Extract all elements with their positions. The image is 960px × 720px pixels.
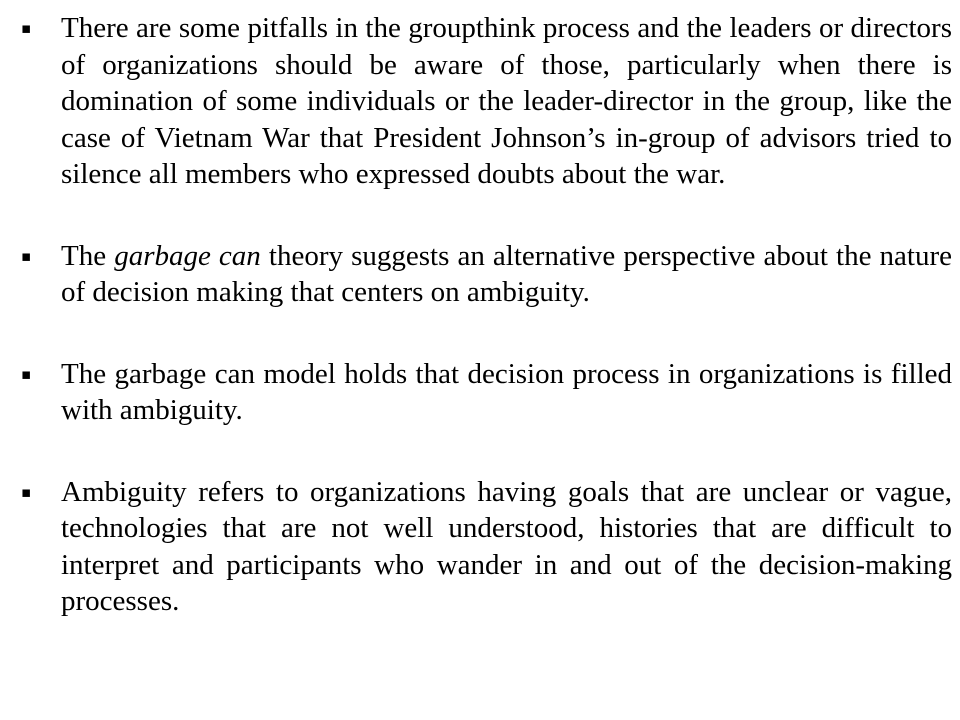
bullet-text: There are some pitfalls in the groupthink process and the leaders or directors of organizations should be aware of those, particularly when there is domination of some individuals or the leader-director in the group, like the case of Vietnam War that President Johnson’s in-group of advisors tried to silence all members who expressed doubts about the war.	[61, 12, 952, 190]
bullet-item-ambiguity-definition	[0, 474, 960, 620]
bullet-list	[0, 10, 960, 620]
square-bullet-icon: ▪	[21, 482, 32, 501]
bullet-text: The garbage can model holds that decision process in organizations is filled with ambiguity.	[61, 357, 952, 426]
bullet-item-groupthink-pitfalls	[0, 10, 960, 193]
bullet-text-before: The	[61, 239, 115, 272]
bullet-item-garbage-can-theory	[0, 238, 960, 311]
bullet-text	[61, 240, 952, 309]
square-bullet-icon: ▪	[21, 19, 32, 37]
bullet-text-after: theory suggests an alternative perspective about the nature of decision making that centers on ambiguity.	[61, 239, 952, 308]
bullet-text: Ambiguity refers to organizations having goals that are unclear or vague, technologies that are not well understood, histories that are difficult to interpret and participants who wander in and out of the decision-making processes.	[61, 475, 952, 617]
bullet-item-garbage-can-model	[0, 356, 960, 429]
emphasized-term: garbage can	[114, 239, 261, 272]
square-bullet-icon: ▪	[21, 364, 32, 383]
square-bullet-icon: ▪	[21, 246, 32, 265]
